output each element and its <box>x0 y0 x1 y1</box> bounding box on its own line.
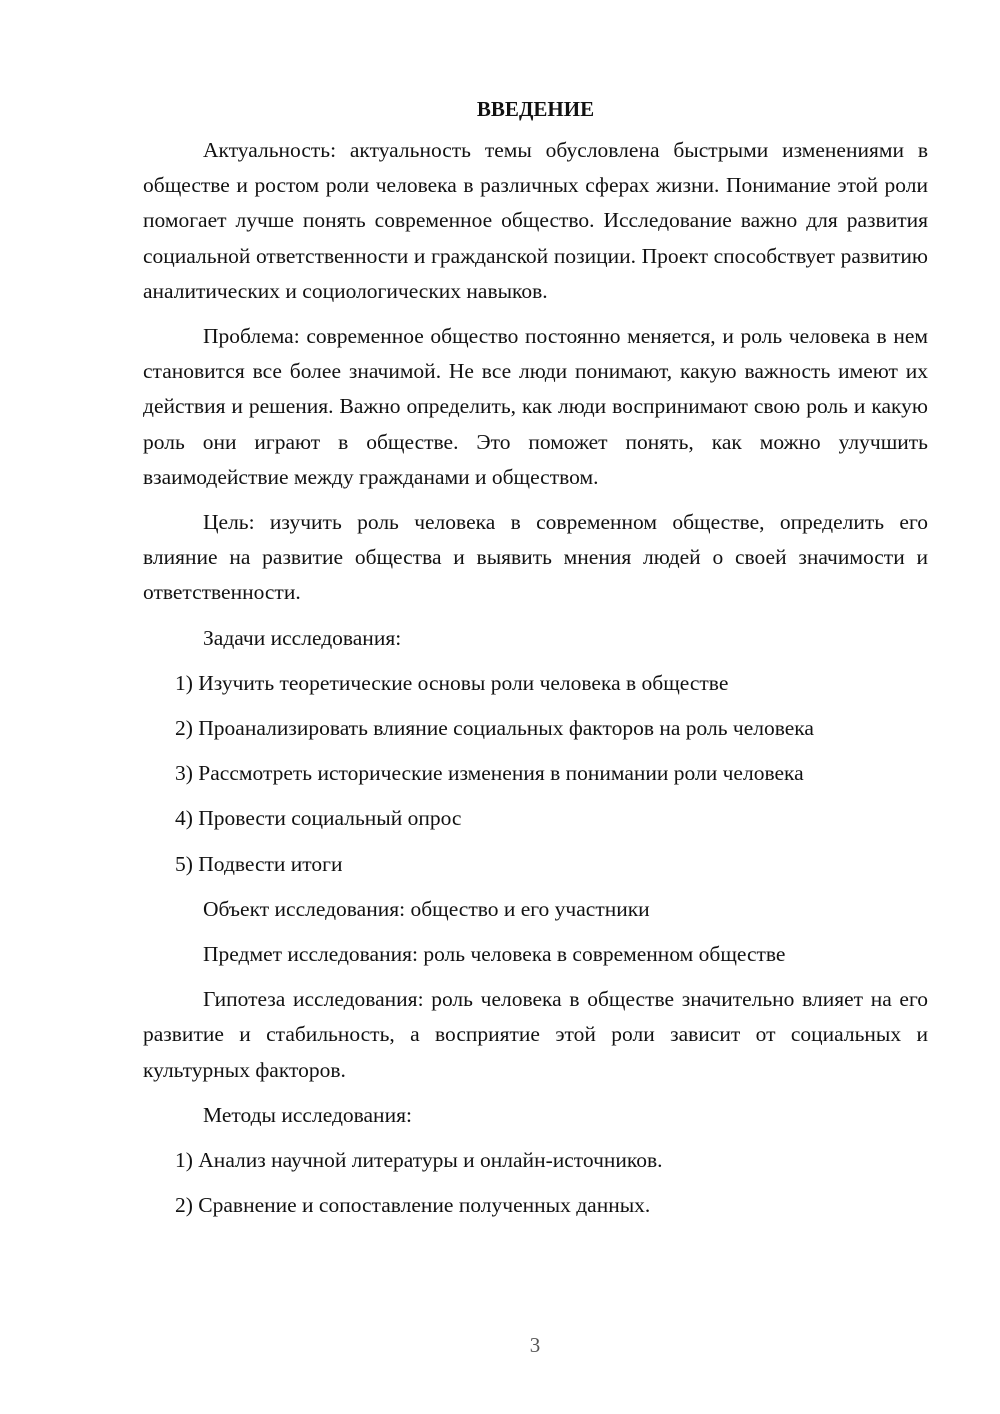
hypothesis-paragraph: Гипотеза исследования: роль человека в обществе значительно влияет на его развитие и стабильность, а восприятие этой роли зависит от социальных и культурных факторов. <box>143 987 928 1082</box>
section-title: ВВЕДЕНИЕ <box>476 97 595 121</box>
list-item: 4) Провести социальный опрос <box>175 806 462 831</box>
methods-heading: Методы исследования: <box>203 1102 412 1127</box>
page-number: 3 <box>529 1333 541 1357</box>
methods-list <box>143 1143 928 1223</box>
list-item: 3) Рассмотреть исторические изменения в понимании роли человека <box>175 761 804 786</box>
list-item: 2) Сравнение и сопоставление полученных данных. <box>175 1193 651 1218</box>
list-item: 1) Изучить теоретические основы роли человека в обществе <box>175 670 729 695</box>
research-object: Объект исследования: общество и его участники <box>203 896 650 921</box>
relevance-paragraph: Актуальность: актуальность темы обусловлена быстрыми изменениями в обществе и ростом роли человека в различных сферах жизни. Понимание этой роли помогает лучше понять современное общество. Исследование важно для развития социальной ответственности и гражданской позиции. Проект способствует развитию аналитических и социологических навыков. <box>143 138 928 303</box>
problem-paragraph: Проблема: современное общество постоянно меняется, и роль человека в нем становится все более значимой. Не все люди понимают, какую важность имеют их действия и решения. Важно определить, как люди воспринимают свою роль и какую роль они играют в обществе. Это поможет понять, как можно улучшить взаимодействие между гражданами и обществом. <box>143 324 928 489</box>
research-subject: Предмет исследования: роль человека в современном обществе <box>203 942 786 967</box>
list-item: 1) Анализ научной литературы и онлайн-источников. <box>175 1148 663 1173</box>
tasks-heading: Задачи исследования: <box>203 625 402 650</box>
list-item: 2) Проанализировать влияние социальных факторов на роль человека <box>175 716 814 741</box>
tasks-list <box>143 666 928 882</box>
document-page <box>143 92 928 1233</box>
list-item: 5) Подвести итоги <box>175 851 343 876</box>
goal-paragraph: Цель: изучить роль человека в современном обществе, определить его влияние на развитие общества и выявить мнения людей о своей значимости и ответственности. <box>143 510 928 605</box>
